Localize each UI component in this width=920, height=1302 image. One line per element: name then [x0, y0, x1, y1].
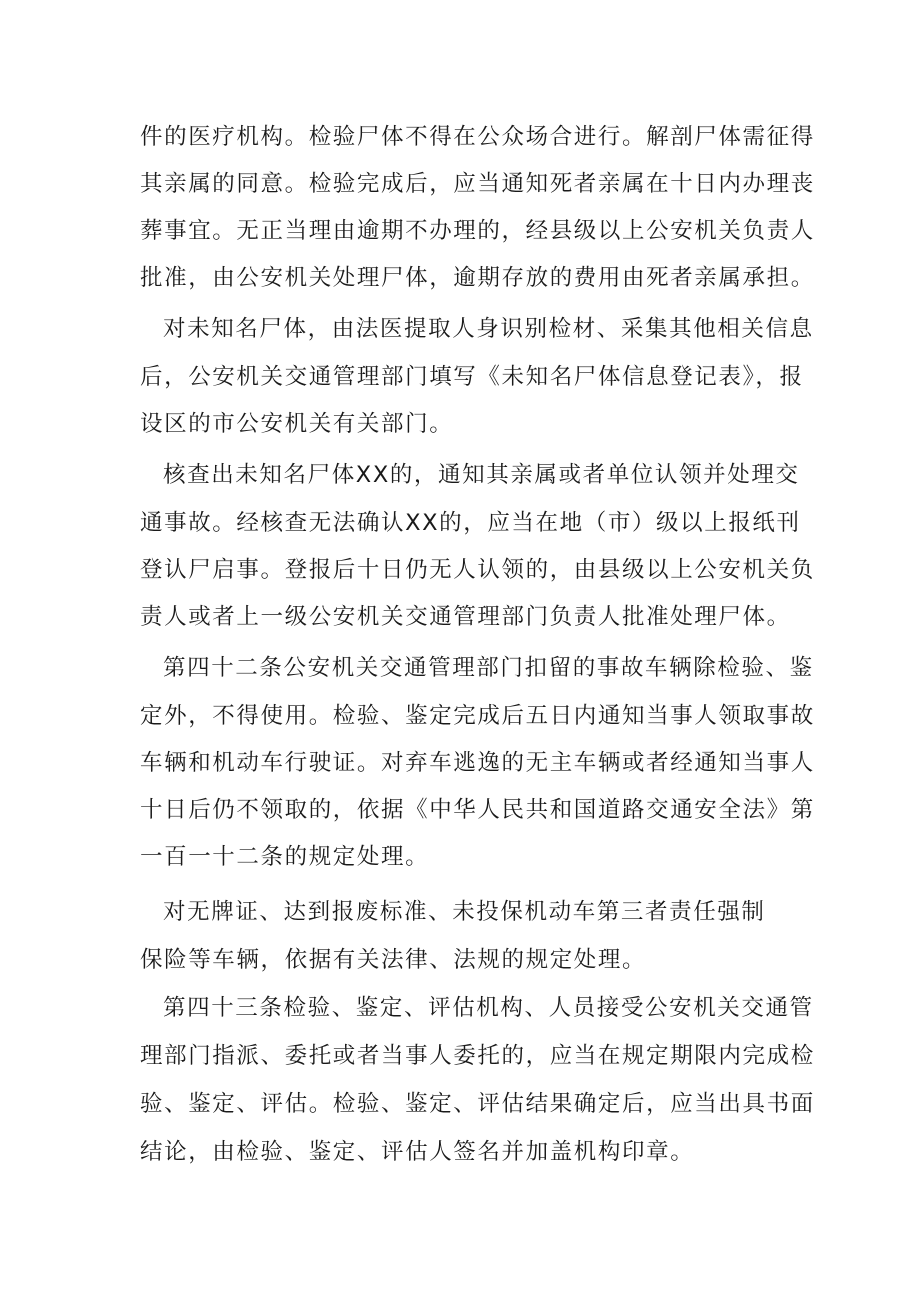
text-line: 一百一十二条的规定处理。: [140, 844, 430, 870]
text-line: 后，公安机关交通管理部门填写《未知名尸体信息登记表》，报: [140, 364, 804, 390]
text-line: 对未知名尸体，由法医提取人身识别检材、采集其他相关信息: [163, 316, 814, 342]
text-line: 定外，不得使用。检验、鉴定完成后五日内通知当事人领取事故: [140, 703, 815, 729]
text-line: 葬事宜。无正当理由逾期不办理的，经县级以上公安机关负责人: [140, 218, 815, 244]
text-line: 第四十三条检验、鉴定、评估机构、人员接受公安机关交通管: [163, 995, 814, 1021]
text-line: 第四十二条公安机关交通管理部门扣留的事故车辆除检验、鉴: [163, 655, 814, 681]
text-line: 核查出未知名尸体XX的，通知其亲属或者单位认领并处理交: [163, 462, 800, 488]
text-line: 件的医疗机构。检验尸体不得在公众场合进行。解剖尸体需征得: [140, 124, 815, 150]
text-line: 设区的市公安机关有关部门。: [140, 411, 454, 437]
text-line: 十日后仍不领取的，依据《中华人民共和国道路交通安全法》第: [140, 797, 815, 823]
text-line: 对无牌证、达到报废标准、未投保机动车第三者责任强制: [163, 899, 766, 925]
text-line: 保险等车辆，依据有关法律、法规的规定处理。: [140, 947, 647, 973]
text-line: 结论，由检验、鉴定、评估人签名并加盖机构印章。: [140, 1139, 695, 1165]
text-line: 批准，由公安机关处理尸体，逾期存放的费用由死者亲属承担。: [140, 265, 815, 291]
text-line: 验、鉴定、评估。检验、鉴定、评估结果确定后，应当出具书面: [140, 1091, 815, 1117]
text-line: 通事故。经核查无法确认XX的，应当在地（市）级以上报纸刊: [140, 510, 801, 536]
text-line: 登认尸启事。登报后十日仍无人认领的，由县级以上公安机关负: [140, 557, 815, 583]
text-line: 其亲属的同意。检验完成后，应当通知死者亲属在十日内办理丧: [140, 171, 815, 197]
text-line: 责人或者上一级公安机关交通管理部门负责人批准处理尸体。: [140, 604, 791, 630]
text-line: 理部门指派、委托或者当事人委托的，应当在规定期限内完成检: [140, 1043, 815, 1069]
text-line: 车辆和机动车行驶证。对弃车逃逸的无主车辆或者经通知当事人: [140, 750, 815, 776]
